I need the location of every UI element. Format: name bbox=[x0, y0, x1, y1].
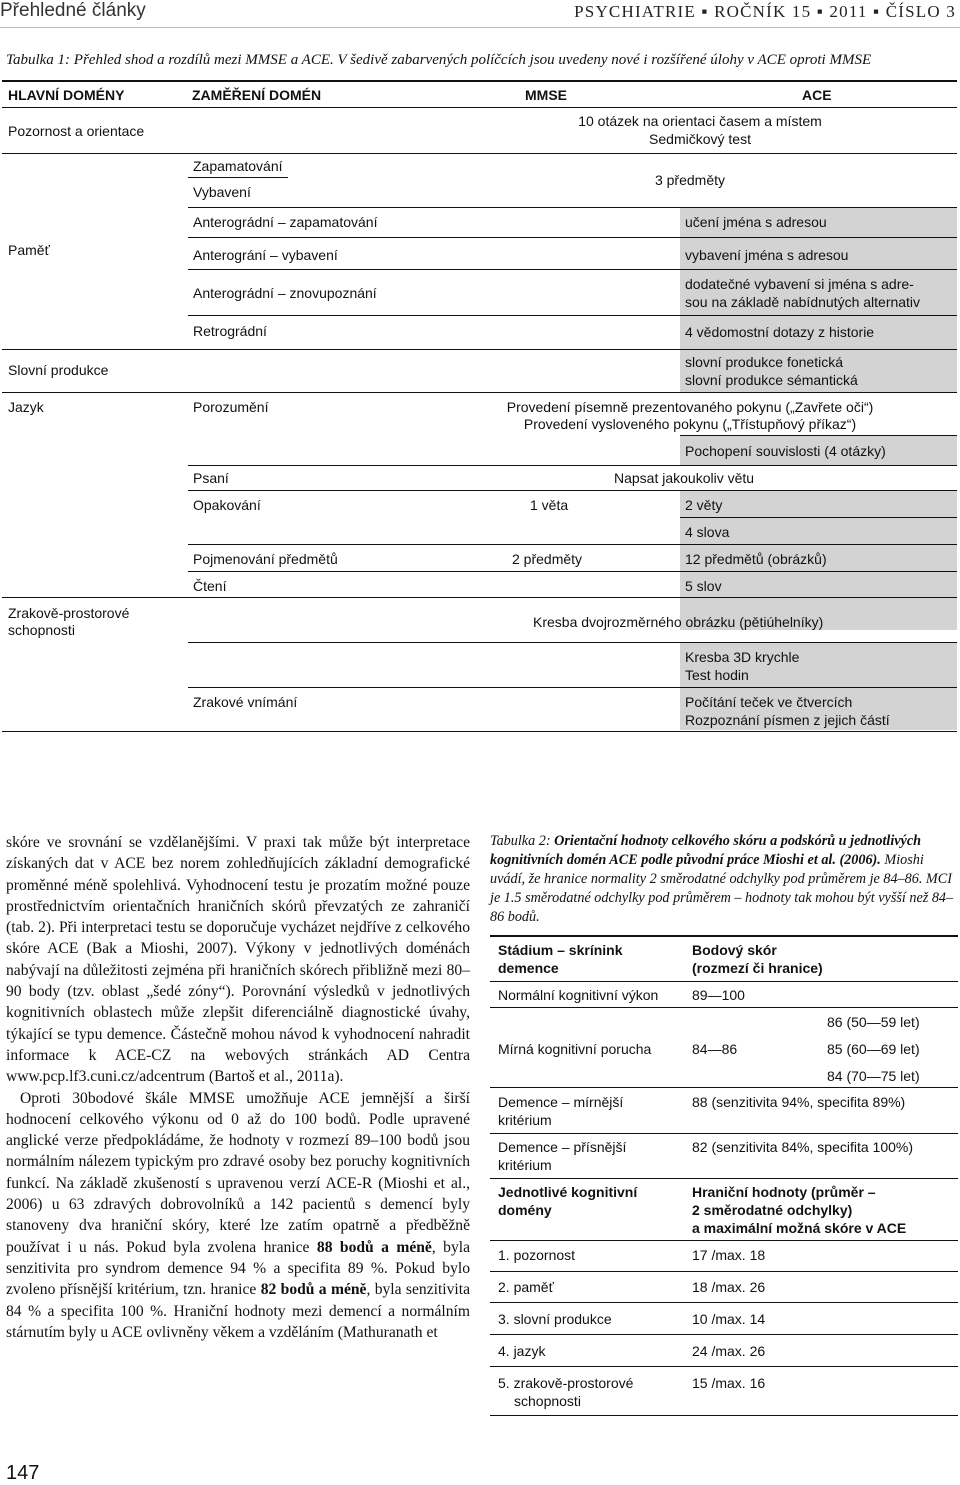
cell-opakovani-ace2: 4 slova bbox=[685, 524, 730, 540]
t2-h2b: (rozmezí či hranice) bbox=[692, 960, 823, 976]
cell-zrak-mmse: Kresba dvojrozměrného obrázku (pětiúhelníky) bbox=[533, 614, 824, 630]
journal-info: PSYCHIATRIE ▪ ROČNÍK 15 ▪ 2011 ▪ ČÍSLO 3 bbox=[574, 2, 956, 21]
cell-zrak-ace2: Test hodin bbox=[685, 667, 749, 683]
cell-antero-znov-ace2: sou na základě nabídnutých alternativ bbox=[685, 294, 921, 310]
cell-jazyk: Jazyk bbox=[8, 399, 44, 415]
t2-d3-v: 10 /max. 14 bbox=[692, 1311, 766, 1327]
cell-antero-vyb: Anterográní – vybavení bbox=[193, 247, 338, 263]
cell-zrakove-vnimani: Zrakové vnímání bbox=[193, 694, 298, 710]
caption-title: Orientační hodnoty celkového skóru a podskórů u jednotlivých kognitivních domén ACE podle původní práce Mioshi et al. (2006). bbox=[490, 833, 922, 868]
th-ace: ACE bbox=[802, 87, 832, 103]
t2-rule bbox=[490, 1366, 958, 1367]
cell-psani: Psaní bbox=[193, 470, 229, 486]
th-mmse: MMSE bbox=[525, 87, 567, 103]
body-bold: 82 bodů a méně bbox=[260, 1281, 367, 1299]
th-domeny: HLAVNÍ DOMÉNY bbox=[8, 87, 125, 103]
cell-vybaveni: Vybavení bbox=[193, 184, 251, 200]
caption-note: Mioshi uvádí, že hranice normality 2 směrodatné odchylky pod průměrem je 84–86. MCI je 1.5 směrodatné odchylky pod průměrem – hodnoty tak mohou být vyšší než 84–86 bodů. bbox=[490, 852, 954, 925]
cell-antero-zap-ace: učení jména s adresou bbox=[685, 214, 827, 230]
cell-pojmenovani-mmse: 2 předměty bbox=[512, 551, 583, 567]
t2-dem1a: Demence – mírnější bbox=[498, 1094, 624, 1110]
t2-d2-v: 18 /max. 26 bbox=[692, 1279, 766, 1295]
t2-dem1-v: 88 (senzitivita 94%, specifita 89%) bbox=[692, 1094, 906, 1110]
body-paragraph-1: skóre ve srovnání se vzdělanějšími. V praxi tak může být interpretace získaných dat v ACE bez norem zohledňujících základní demografické proměnné méně spolehlivá. Vyhodnocení testu je prozatím možné pouze prostřednictvím orientačních hraničních skórů převzatých ze zahraničí (tab. 2). Při interpretaci testu se doporučuje vycházet nejdříve z celkového skóre ACE (Bak a Mioshi, 2007). Výkony v jednotlivých doménách nabývají na důležitosti zejména při hraničních skórech přibližně mezi 80–90 body (tzv. oblast „šedé zóny“). Porovnání výsledků v jednotlivých kognitivních oblastech může zlepšit diferenciálně diagnostické úvahy, týkající se typu demence. Částečně mohou návod k vyhodnocení nahradit informace k ACE-CZ na webových stránkách AD Centra www.pcp.lf3.cuni.cz/adcentrum (Bartoš et al., 2011a). bbox=[6, 834, 470, 1086]
cell-retro-ace: 4 vědomostní dotazy z historie bbox=[685, 324, 875, 340]
t2-d1: 1. pozornost bbox=[498, 1247, 576, 1263]
caption-label: Tabulka 2: bbox=[490, 833, 555, 849]
t2-d2: 2. paměť bbox=[498, 1279, 554, 1295]
t2-h3a: Jednotlivé kognitivní bbox=[498, 1184, 638, 1200]
t2-d5a: 5. zrakově-prostorové bbox=[498, 1375, 634, 1391]
cell-antero-zap: Anterográdní – zapamatování bbox=[193, 214, 378, 230]
t2-top-rule bbox=[490, 935, 958, 937]
cell-tri-predmety: 3 předměty bbox=[654, 172, 726, 188]
t2-rule bbox=[490, 1133, 958, 1134]
cell-opakovani: Opakování bbox=[193, 497, 261, 513]
t2-mirna: Mírná kognitivní porucha bbox=[498, 1041, 652, 1057]
cell-opakovani-ace: 2 věty bbox=[685, 497, 723, 513]
t2-dem2a: Demence – přísnější bbox=[498, 1139, 627, 1155]
t2-normal-v: 89—100 bbox=[692, 987, 745, 1003]
cell-vnimani-ace1: Počítání teček ve čtvercích bbox=[685, 694, 853, 710]
t2-normal: Normální kognitivní výkon bbox=[498, 987, 659, 1003]
cell-pozornost-mmse2: Sedmičkový test bbox=[649, 131, 751, 147]
cell-zrak1: Zrakově-prostorové bbox=[8, 605, 130, 621]
body-span: , byla senzitivita pro syndrom demence 94 % a specifita 89 %. Pokud bylo zvoleno přísnější kritérium, tzn. hranice bbox=[6, 1238, 471, 1299]
body-bold: 88 bodů a méně bbox=[316, 1238, 432, 1256]
t2-d4-v: 24 /max. 26 bbox=[692, 1343, 766, 1359]
t2-rule bbox=[490, 1334, 958, 1335]
t2-dem1b: kritérium bbox=[498, 1112, 552, 1128]
t2-rule bbox=[490, 1271, 958, 1272]
t2-h1a: Stádium – skrínink bbox=[498, 942, 623, 958]
cell-zapamatovani: Zapamatování bbox=[193, 158, 283, 174]
t2-rule bbox=[490, 981, 958, 982]
cell-porozumeni: Porozumění bbox=[193, 399, 269, 415]
t2-rule bbox=[490, 1007, 958, 1008]
cell-antero-vyb-ace: vybavení jména s adresou bbox=[685, 247, 849, 263]
body-span: , byla senzitivita 84 % a specifita 100 %. Hraniční hodnoty mezi demencí a normálním stárnutím byly u ACE ovlivněny věkem a vzděláním (Mathuranath et bbox=[6, 1281, 470, 1341]
cell-cteni-ace: 5 slov bbox=[685, 578, 722, 594]
t2-mirna-r2: 85 (60—69 let) bbox=[827, 1041, 920, 1057]
t2-d4: 4. jazyk bbox=[498, 1343, 546, 1359]
t2-d3: 3. slovní produkce bbox=[498, 1311, 612, 1327]
cell-retro: Retrográdní bbox=[193, 323, 267, 339]
cell-slovni-ace2: slovní produkce sémantická bbox=[685, 372, 858, 388]
t2-rule bbox=[490, 1087, 958, 1088]
t2-h4b: 2 směrodatné odchylky) bbox=[692, 1202, 853, 1218]
table1-caption: Tabulka 1: Přehled shod a rozdílů mezi MMSE a ACE. V šedivě zabarvených políčcích jsou uvedeny nové i rozšířené úlohy v ACE oproti MMSE bbox=[6, 52, 872, 68]
cell-opakovani-mmse: 1 věta bbox=[530, 497, 569, 513]
t2-h3b: domény bbox=[498, 1202, 552, 1218]
t2-dem2b: kritérium bbox=[498, 1157, 552, 1173]
th-zamereni: ZAMĚŘENÍ DOMÉN bbox=[192, 87, 322, 103]
cell-slovni: Slovní produkce bbox=[8, 362, 109, 378]
cell-vnimani-ace2: Rozpoznání písmen z jejich částí bbox=[685, 712, 890, 728]
t2-mirna-r3: 84 (70—75 let) bbox=[827, 1068, 920, 1084]
t2-dem2-v: 82 (senzitivita 84%, specifita 100%) bbox=[692, 1139, 913, 1155]
t2-d5-v: 15 /max. 16 bbox=[692, 1375, 766, 1391]
cell-pozornost: Pozornost a orientace bbox=[8, 123, 145, 139]
t2-rule bbox=[490, 1178, 958, 1179]
cell-pamet: Paměť bbox=[8, 242, 50, 258]
cell-pojmenovani-ace: 12 předmětů (obrázků) bbox=[685, 551, 827, 567]
cell-slovni-ace1: slovní produkce fonetická bbox=[685, 354, 843, 370]
t2-d1-v: 17 /max. 18 bbox=[692, 1247, 766, 1263]
cell-porozumeni-mmse1: Provedení písemně prezentovaného pokynu („Zavřete oči“) bbox=[506, 399, 874, 415]
cell-zrak-ace1: Kresba 3D krychle bbox=[685, 649, 800, 665]
cell-zrak2: schopnosti bbox=[8, 622, 75, 638]
t2-h1b: demence bbox=[498, 960, 559, 976]
page-number: 147 bbox=[6, 1462, 40, 1484]
t2-h4a: Hraniční hodnoty (průměr – bbox=[692, 1184, 876, 1200]
section-label: Přehledné články bbox=[0, 0, 146, 21]
t2-mirna-r1: 86 (50—59 let) bbox=[827, 1014, 920, 1030]
t2-h2a: Bodový skór bbox=[692, 942, 777, 958]
cell-cteni: Čtení bbox=[193, 578, 227, 594]
cell-porozumeni-ace: Pochopení souvislosti (4 otázky) bbox=[685, 443, 886, 459]
cell-pozornost-mmse1: 10 otázek na orientaci časem a místem bbox=[578, 113, 822, 129]
body-span: Oproti 30bodové škále MMSE umožňuje ACE jemnější a širší hodnocení celkového výkonu od 0 až do 100 bodů. Podle upravené anglické verze předpokládáme, že hodnoty v rozmezí 89–100 bodů jsou normálním nálezem typickým pro zdravé osoby bez poruchy kognitivních funkcí. Na základě zkušeností s upravenou verzí ACE-R (Mioshi et al., 2006) u 63 zdravých dobrovolníků a 142 pacientů s demencí byly stanoveny dva hraniční skóry, které lze zatím opatrně a předběžně používat i u nás. Pokud byla zvolena hranice bbox=[6, 1089, 470, 1256]
t2-rule bbox=[490, 1240, 958, 1241]
cell-porozumeni-mmse2: Provedení vysloveného pokynu („Třístupňový příkaz“) bbox=[523, 416, 857, 432]
t2-rule bbox=[490, 1302, 958, 1303]
cell-antero-znov: Anterográdní – znovupoznání bbox=[193, 285, 377, 301]
cell-pojmenovani: Pojmenování předmětů bbox=[193, 551, 338, 567]
t2-d5b: schopnosti bbox=[514, 1393, 581, 1409]
cell-psani-mmse: Napsat jakoukoliv větu bbox=[614, 470, 755, 486]
t2-mirna-v: 84—86 bbox=[692, 1041, 738, 1057]
t2-h4c: a maximální možná skóre v ACE bbox=[692, 1220, 907, 1236]
cell-antero-znov-ace1: dodatečné vybavení si jména s adre- bbox=[685, 276, 914, 292]
t2-bottom-rule bbox=[490, 1415, 958, 1416]
